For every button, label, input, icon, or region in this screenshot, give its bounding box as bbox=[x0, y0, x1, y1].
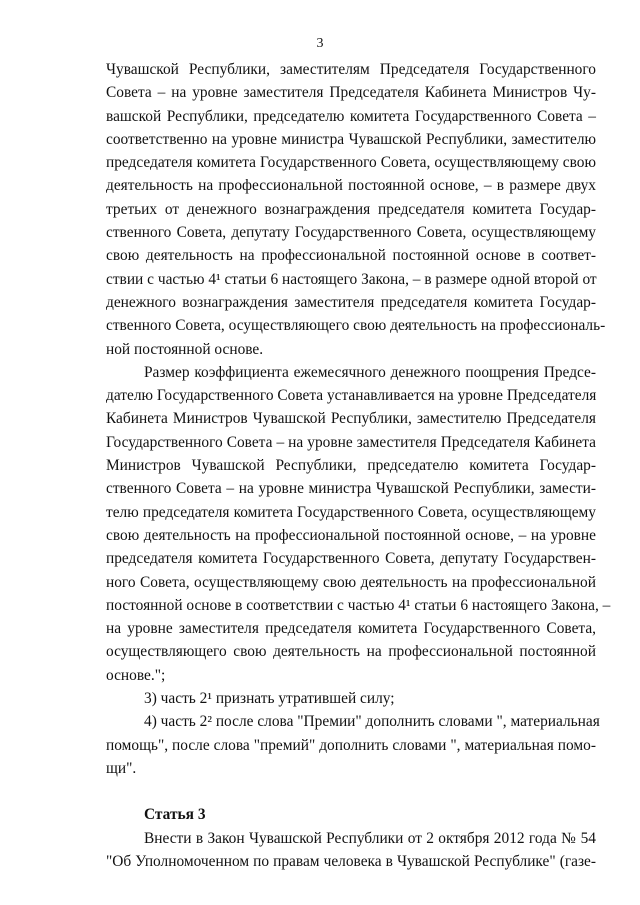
text-line: деятельность на профессиональной постоянной основе, – в размере двух bbox=[106, 177, 596, 195]
text-line: "Об Уполномоченном по правам человека в Чувашской Республике" (газе- bbox=[106, 852, 596, 870]
text-line: дателю Государственного Совета устанавливается на уровне Председателя bbox=[106, 387, 597, 405]
text-line: осуществляющего свою деятельность на профессиональной постоянной bbox=[106, 643, 596, 661]
text-line: свою деятельность на профессиональной постоянной основе в соответ- bbox=[106, 247, 596, 265]
document-body bbox=[106, 58, 611, 873]
text-line: денежного вознаграждения заместителя председателя комитета Государ- bbox=[106, 293, 596, 311]
text-line: ственного Совета – на уровне министра Чувашской Республики, замести- bbox=[106, 480, 596, 498]
text-line: председателя комитета Государственного Совета, осуществляющему свою bbox=[106, 154, 596, 172]
section-gap bbox=[106, 780, 596, 803]
text-line: председателя комитета Государственного Совета, депутату Государствен- bbox=[106, 550, 596, 568]
text-line: вашской Республики, председателю комитета Государственного Совета – bbox=[106, 107, 596, 125]
text-line: Размер коэффициента ежемесячного денежного поощрения Предсе- bbox=[144, 363, 596, 381]
text-line: постоянной основе в соответствии с частью 4¹ статьи 6 настоящего Закона, – bbox=[106, 596, 611, 614]
text-line: ной постоянной основе. bbox=[106, 340, 264, 358]
text-line: ственного Совета, депутату Государственного Совета, осуществляющему bbox=[106, 224, 596, 242]
text-line: Министров Чувашской Республики, председателю комитета Государ- bbox=[106, 457, 596, 475]
text-line: основе."; bbox=[106, 666, 166, 684]
text-line: Государственного Совета – на уровне заместителя Председателя Кабинета bbox=[106, 433, 596, 451]
text-line: Совета – на уровне заместителя Председателя Кабинета Министров Чу- bbox=[106, 84, 596, 102]
text-line: ствии с частью 4¹ статьи 6 настоящего Закона, – в размере одной второй от bbox=[106, 270, 597, 288]
text-line: помощь", после слова "премий" дополнить словами ", материальная помо- bbox=[106, 736, 596, 754]
text-line: телю председателя комитета Государственного Совета, осуществляющему bbox=[106, 503, 596, 521]
text-line: свою деятельность на профессиональной постоянной основе, – на уровне bbox=[106, 526, 596, 544]
text-line: щи". bbox=[106, 759, 137, 777]
page-number: 3 bbox=[316, 36, 324, 51]
paragraph-1 bbox=[106, 58, 606, 361]
text-line: 3) часть 2¹ признать утратившей силу; bbox=[144, 690, 395, 708]
article-heading: Статья 3 bbox=[144, 806, 206, 824]
text-line: Кабинета Министров Чувашской Республики, заместителю Председателя bbox=[106, 410, 596, 428]
text-line: ственного Совета, осуществляющего свою деятельность на профессиональ- bbox=[106, 317, 606, 335]
paragraph-2 bbox=[106, 361, 611, 687]
text-line: ного Совета, осуществляющему свою деятельность на профессиональной bbox=[106, 573, 596, 591]
text-line: третьих от денежного вознаграждения председателя комитета Государ- bbox=[106, 200, 596, 218]
text-line: соответственно на уровне министра Чувашской Республики, заместителю bbox=[106, 130, 596, 148]
text-line: на уровне заместителя председателя комитета Государственного Совета, bbox=[106, 620, 596, 638]
text-line: 4) часть 2² после слова "Премии" дополнить словами ", материальная bbox=[144, 713, 600, 731]
paragraph-3 bbox=[106, 687, 596, 710]
paragraph-4 bbox=[106, 710, 600, 780]
text-line: Внести в Закон Чувашской Республики от 2 октября 2012 года № 54 bbox=[144, 829, 596, 847]
article-paragraph bbox=[106, 827, 596, 874]
text-line: Чувашской Республики, заместителям Председателя Государственного bbox=[106, 61, 596, 78]
